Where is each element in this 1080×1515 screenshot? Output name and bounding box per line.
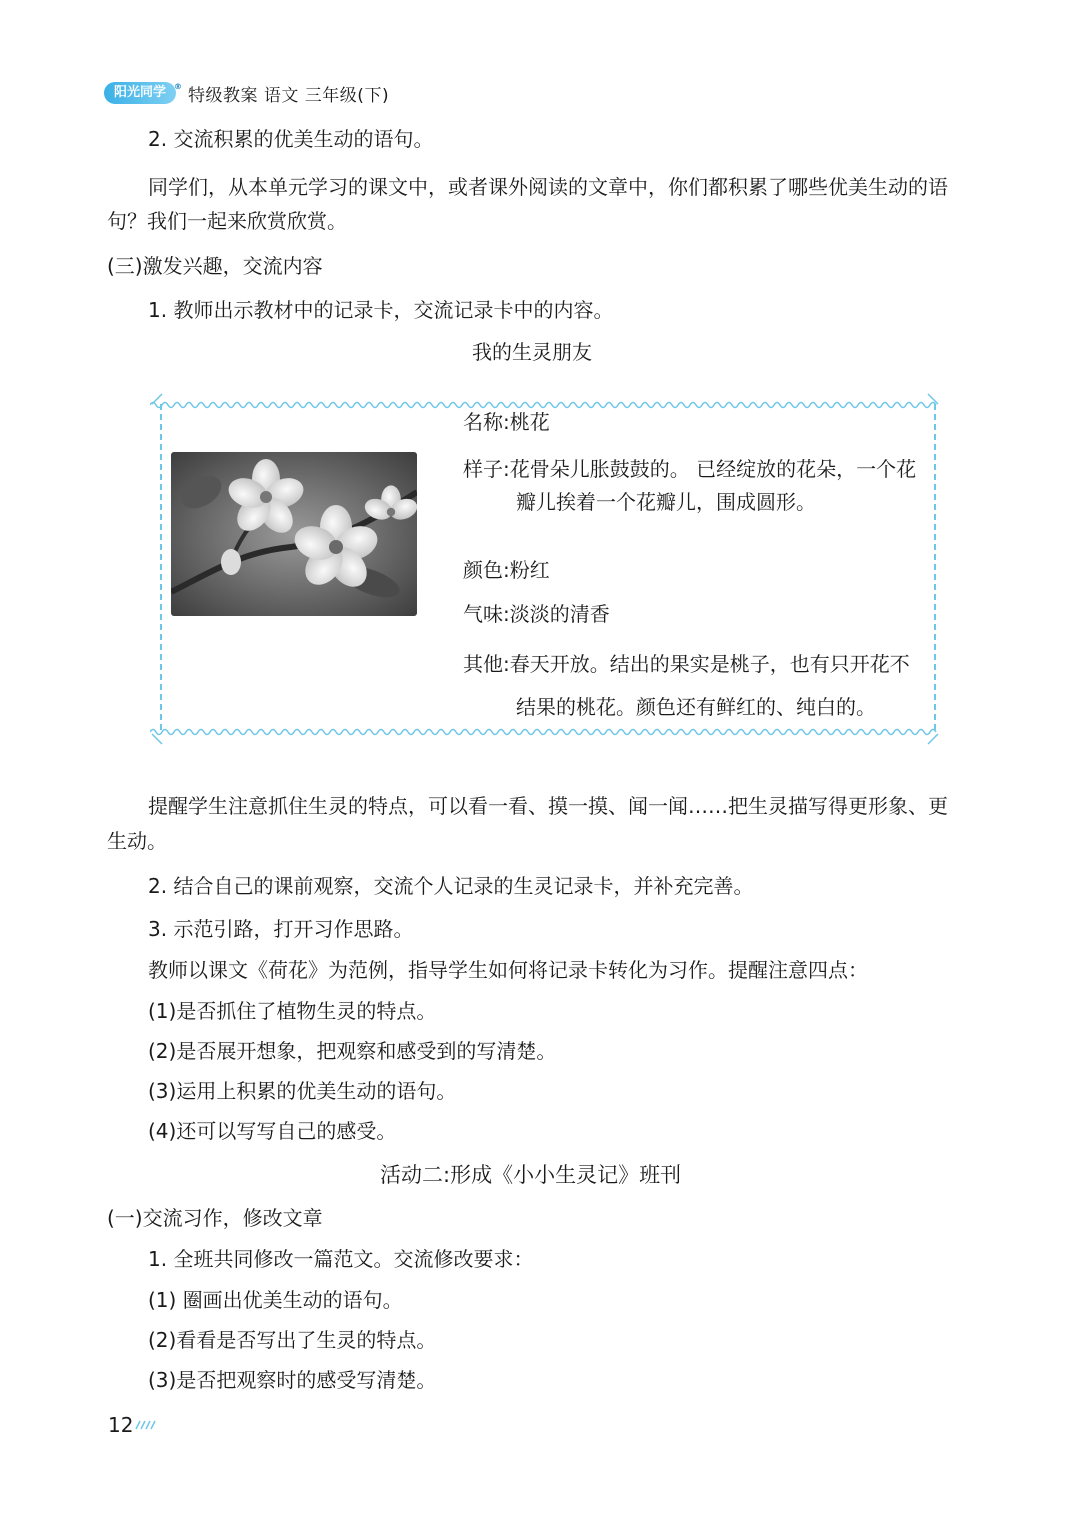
card-field-name: 名称:桃花: [463, 410, 550, 434]
peach-blossom-photo: [171, 452, 417, 616]
list-item: (3)是否把观察时的感受写清楚。: [148, 1368, 437, 1392]
page-number-ornament-icon: [135, 1419, 157, 1431]
card-field-other: 其他:春天开放。结出的果实是桃子，也有只开花不: [463, 652, 910, 676]
page-number-text: 12: [108, 1413, 134, 1437]
paragraph: 1. 全班共同修改一篇范文。交流修改要求：: [148, 1247, 534, 1271]
list-item: (3)运用上积累的优美生动的语句。: [148, 1079, 457, 1103]
card-field-color: 颜色:粉红: [463, 558, 550, 582]
page-header: [104, 80, 389, 106]
corner-ornament-icon: [926, 732, 940, 746]
paragraph: 2. 结合自己的课前观察，交流个人记录的生灵记录卡，并补充完善。: [148, 874, 754, 898]
section-heading: (一)交流习作，修改文章: [107, 1206, 323, 1230]
list-item: (2)看看是否写出了生灵的特点。: [148, 1328, 437, 1352]
list-item: (2)是否展开想象，把观察和感受到的写清楚。: [148, 1039, 557, 1063]
corner-ornament-icon: [150, 732, 164, 746]
card-field-appearance-cont: 瓣儿挨着一个花瓣儿，围成圆形。: [516, 490, 816, 514]
publisher-logo: 阳光同学 ®: [104, 82, 176, 104]
corner-ornament-icon: [926, 392, 940, 406]
paragraph: 教师以课文《荷花》为范例，指导学生如何将记录卡转化为习作。提醒注意四点：: [148, 958, 868, 982]
list-item: (1)是否抓住了植物生灵的特点。: [148, 999, 437, 1023]
paragraph: 提醒学生注意抓住生灵的特点，可以看一看、摸一摸、闻一闻……把生灵描写得更形象、更: [148, 794, 948, 818]
card-field-other-cont: 结果的桃花。颜色还有鲜红的、纯白的。: [516, 695, 876, 719]
paragraph: 同学们，从本单元学习的课文中，或者课外阅读的文章中，你们都积累了哪些优美生动的语: [148, 175, 948, 199]
paragraph: 1. 教师出示教材中的记录卡，交流记录卡中的内容。: [148, 298, 614, 322]
list-item: (1) 圈画出优美生动的语句。: [148, 1288, 403, 1312]
activity-heading: 活动二:形成《小小生灵记》班刊: [380, 1163, 682, 1187]
corner-ornament-icon: [150, 392, 164, 406]
section-heading: (三)激发兴趣，交流内容: [107, 254, 323, 278]
paragraph: 生动。: [107, 829, 167, 853]
paragraph: 2. 交流积累的优美生动的语句。: [148, 127, 434, 151]
paragraph: 句？我们一起来欣赏欣赏。: [107, 209, 347, 233]
list-item: (4)还可以写写自己的感受。: [148, 1119, 397, 1143]
header-title: 特级教案 语文 三年级(下): [188, 85, 390, 106]
card-field-appearance: 样子:花骨朵儿胀鼓鼓的。 已经绽放的花朵，一个花: [463, 457, 917, 481]
card-title: 我的生灵朋友: [472, 340, 592, 364]
page-number: [108, 1413, 157, 1437]
card-field-smell: 气味:淡淡的清香: [463, 602, 610, 626]
paragraph: 3. 示范引路，打开习作思路。: [148, 917, 414, 941]
